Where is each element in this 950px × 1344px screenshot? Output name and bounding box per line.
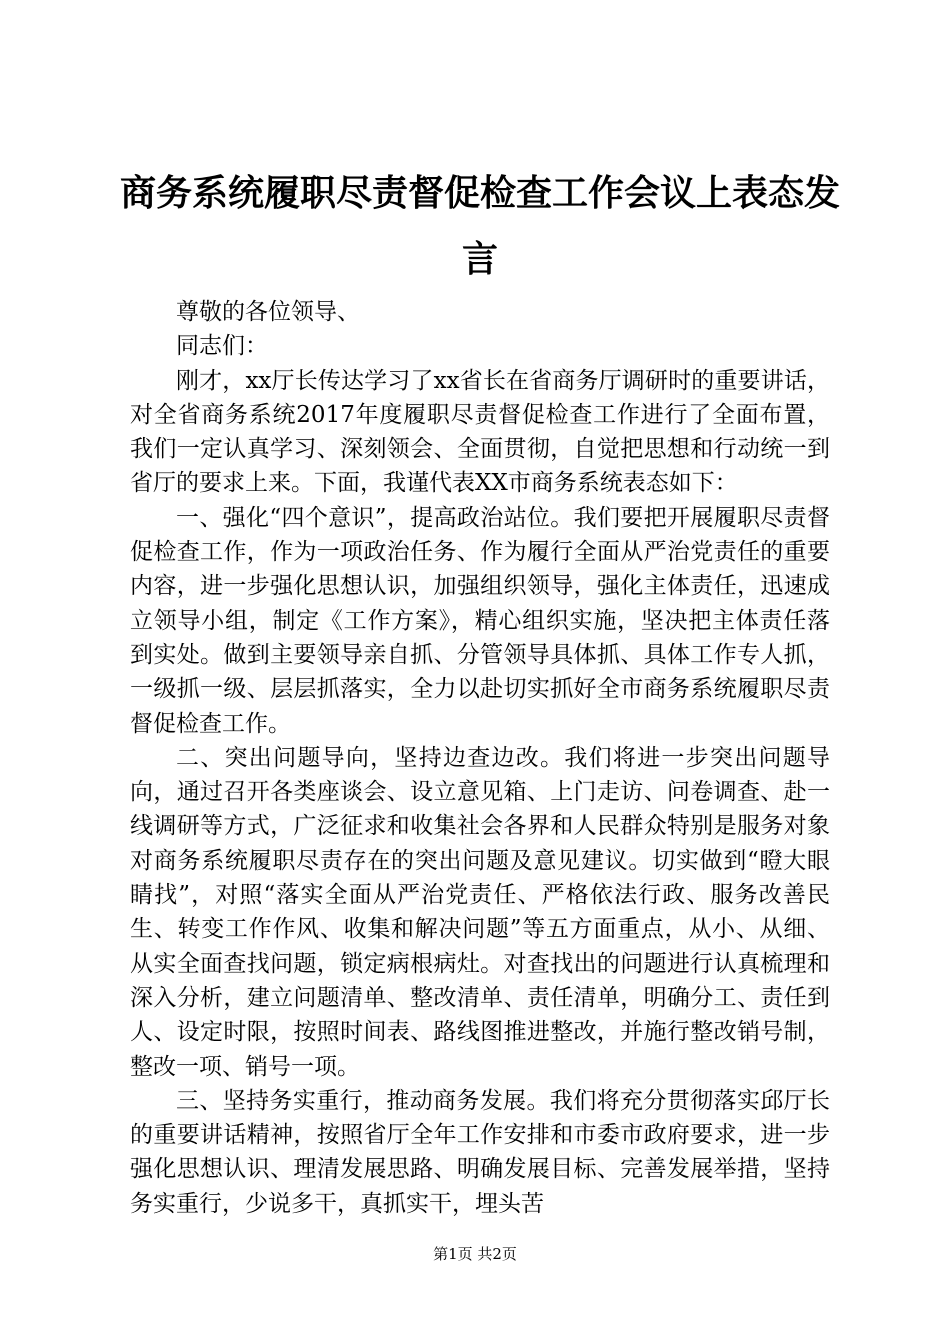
salutation-line-2: 同志们： — [176, 333, 268, 360]
document-title: 商务系统履职尽责督促检查工作会议上表态发言 — [120, 172, 841, 280]
point-three-paragraph: 三、坚持务实重行，推动商务发展。我们将充分贯彻落实邱厅长的重要讲话精神，按照省厅全年工作安排和市委市政府要求，进一步强化思想认识、理清发展思路、明确发展目标、完善发展举措，坚持务实重行，少说多干，真抓实干，埋头苦 — [130, 1087, 830, 1217]
point-two-paragraph: 二、突出问题导向，坚持边查边改。我们将进一步突出问题导向，通过召开各类座谈会、设立意见箱、上门走访、问卷调查、赴一线调研等方式，广泛征求和收集社会各界和人民群众特别是服务对象对商务系统履职尽责存在的突出问题及意见建议。切实做到“瞪大眼睛找”，对照“落实全面从严治党责任、严格依法行政、服务改善民生、转变工作作风、收集和解决问题”等五方面重点，从小、从细、从实全面查找问题，锁定病根病灶。对查找出的问题进行认真梳理和深入分析，建立问题清单、整改清单、责任清单，明确分工、责任到人、设定时限，按照时间表、路线图推进整改，并施行整改销号制，整改一项、销号一项。 — [130, 744, 830, 1080]
salutation-line-1: 尊敬的各位领导、 — [176, 299, 360, 325]
point-one-paragraph: 一、强化“四个意识”，提高政治站位。我们要把开展履职尽责督促检查工作，作为一项政治任务、作为履行全面从严治党责任的重要内容，进一步强化思想认识，加强组织领导，强化主体责任，迅速成立领导小组，制定《工作方案》，精心组织实施，坚决把主体责任落到实处。做到主要领导亲自抓、分管领导具体抓、具体工作专人抓，一级抓一级、层层抓落实，全力以赴切实抓好全市商务系统履职尽责督促检查工作。 — [130, 504, 830, 737]
page-number-footer: 第1页 共2页 — [433, 1245, 517, 1263]
document-body — [130, 295, 830, 1221]
intro-paragraph: 刚才，xx厅长传达学习了xx省长在省商务厅调研时的重要讲话，对全省商务系统2017年度履职尽责督促检查工作进行了全面布置，我们一定认真学习、深刻领会、全面贯彻，自觉把思想和行动统一到省厅的要求上来。下面，我谨代表XX市商务系统表态如下： — [130, 367, 830, 497]
